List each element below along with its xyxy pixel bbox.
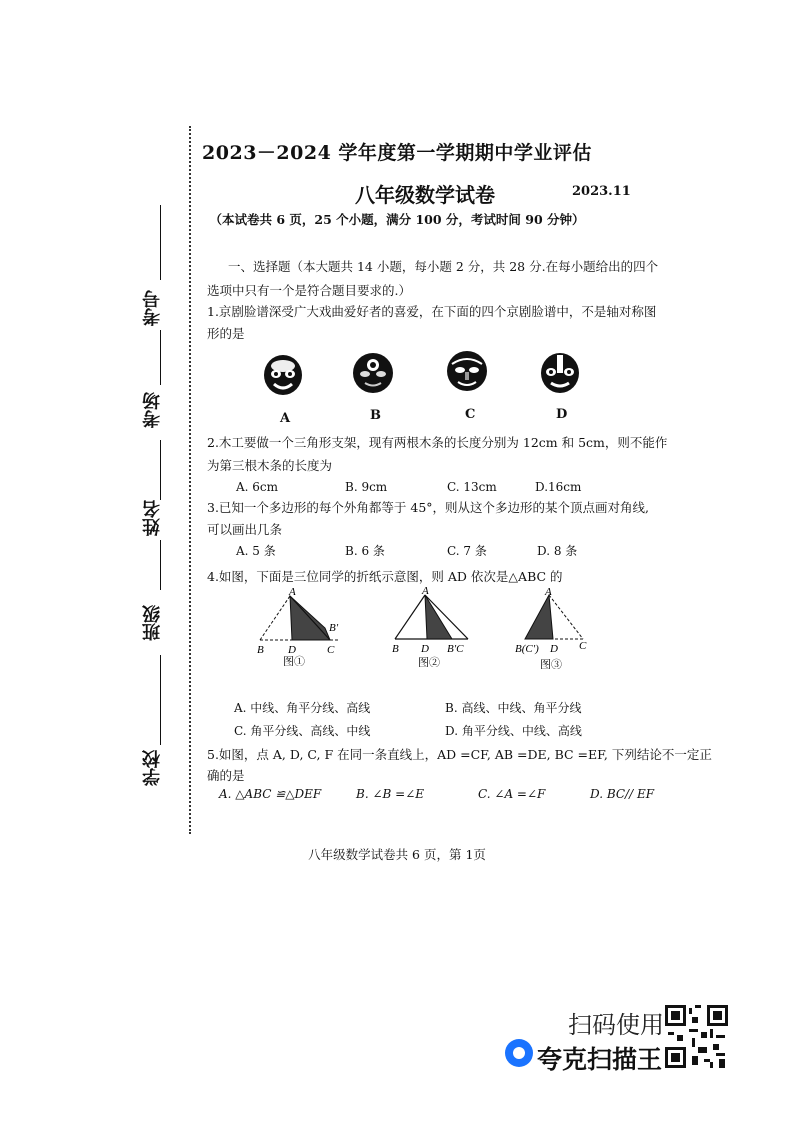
fig1-label-b2: B′ bbox=[329, 622, 339, 634]
fig1-label-a: A bbox=[289, 588, 296, 598]
q5-option-b: B. ∠B =∠E bbox=[356, 787, 425, 801]
q4-figure-1 bbox=[255, 588, 355, 666]
fig2-caption: 图② bbox=[418, 656, 440, 667]
q1-line1: 1.京剧脸谱深受广大戏曲爱好者的喜爱，在下面的四个京剧脸谱中，不是轴对称图 bbox=[207, 304, 657, 319]
page-footer: 八年级数学试卷共 6 页，第 1页 bbox=[308, 847, 486, 862]
q3-line2: 可以画出几条 bbox=[207, 522, 283, 537]
fig1-label-d: D bbox=[288, 644, 296, 656]
q2-line1: 2.木工要做一个三角形支架，现有两根木条的长度分别为 12cm 和 5cm，则不能作 bbox=[207, 435, 668, 450]
mask-c-label: C bbox=[465, 407, 476, 422]
exam-title: 2023－2024 学年度第一学期期中学业评估 bbox=[202, 142, 592, 164]
q5-option-d: D. BC// EF bbox=[590, 787, 655, 801]
scan-to-use-text: 扫码使用 bbox=[568, 1011, 664, 1039]
q4-line1: 4.如图，下面是三位同学的折纸示意图，则 AD 依次是△ABC 的 bbox=[207, 569, 563, 584]
name-fill-line bbox=[160, 440, 161, 500]
mask-a-label: A bbox=[280, 411, 291, 426]
exam-subtitle: 八年级数学试卷 bbox=[355, 183, 495, 207]
fig2-label-d: D bbox=[421, 643, 429, 655]
q3-option-a: A. 5 条 bbox=[236, 544, 276, 558]
fig1-caption: 图① bbox=[283, 655, 305, 666]
section1-intro-line1: 一、选择题（本大题共 14 小题，每小题 2 分，共 28 分.在每小题给出的四个 bbox=[228, 259, 659, 274]
fig3-label-b: B(C′) bbox=[515, 643, 539, 655]
mask-b-image bbox=[352, 352, 394, 394]
fig2-label-b: B bbox=[392, 643, 399, 655]
q2-option-d: D.16cm bbox=[535, 480, 582, 494]
fig2-label-a: A bbox=[422, 587, 429, 597]
fig3-label-d: D bbox=[550, 643, 558, 655]
q2-option-c: C. 13cm bbox=[447, 480, 497, 494]
q5-line2: 确的是 bbox=[207, 768, 245, 783]
quark-logo-icon bbox=[505, 1039, 533, 1067]
q4-option-b: B. 高线、中线、角平分线 bbox=[445, 701, 582, 715]
q3-line1: 3.已知一个多边形的每个外角都等于 45°，则从这个多边形的某个顶点画对角线, bbox=[207, 500, 650, 515]
q2-line2: 为第三根木条的长度为 bbox=[207, 458, 333, 473]
section1-intro-line2: 选项中只有一个是符合题目要求的.） bbox=[207, 283, 411, 298]
class-fill-line bbox=[160, 540, 161, 590]
class-label: 班级 bbox=[142, 605, 163, 641]
fig3-label-c: C bbox=[579, 640, 587, 652]
mask-b-label: B bbox=[370, 408, 381, 423]
exam-date: 2023.11 bbox=[572, 184, 631, 199]
fig3-label-a: A bbox=[545, 587, 552, 598]
exam-note: （本试卷共 6 页，25 个小题，满分 100 分，考试时间 90 分钟） bbox=[209, 212, 585, 227]
fig2-label-c: B′C bbox=[447, 643, 464, 655]
q4-option-c: C. 角平分线、高线、中线 bbox=[234, 724, 371, 738]
q3-option-c: C. 7 条 bbox=[447, 544, 487, 558]
mask-c-image bbox=[446, 350, 488, 392]
q5-option-c: C. ∠A =∠F bbox=[478, 787, 546, 801]
quark-brand-text: 夸克扫描王 bbox=[537, 1045, 663, 1074]
mask-a-image bbox=[262, 354, 304, 396]
fig1-label-b: B bbox=[257, 644, 264, 656]
q2-option-b: B. 9cm bbox=[345, 480, 388, 494]
q4-option-a: A. 中线、角平分线、高线 bbox=[234, 701, 371, 715]
exam-no-label: 考号 bbox=[142, 290, 163, 326]
q4-figure-3 bbox=[513, 587, 593, 669]
exam-room-label: 考场 bbox=[142, 392, 163, 428]
q4-option-d: D. 角平分线、中线、高线 bbox=[445, 724, 582, 738]
school-label: 学校 bbox=[142, 750, 163, 786]
q3-option-d: D. 8 条 bbox=[537, 544, 578, 558]
mask-d-label: D bbox=[556, 407, 568, 422]
qr-code-icon[interactable] bbox=[665, 1005, 728, 1068]
mask-d-image bbox=[539, 352, 581, 394]
q1-line2: 形的是 bbox=[207, 326, 245, 341]
exam-room-fill-line bbox=[160, 330, 161, 385]
school-fill-line bbox=[160, 655, 161, 745]
name-label: 姓名 bbox=[142, 500, 163, 536]
q5-line1: 5.如图，点 A, D, C, F 在同一条直线上，AD =CF, AB =DE, BC =EF, 下列结论不一定正 bbox=[207, 747, 712, 762]
q5-option-a: A. △ABC ≌△DEF bbox=[219, 787, 322, 801]
fig3-caption: 图③ bbox=[540, 658, 562, 669]
q4-figure-2 bbox=[390, 587, 490, 667]
q2-option-a: A. 6cm bbox=[236, 480, 279, 494]
binding-dotted-line bbox=[189, 126, 191, 834]
fig1-label-c: C bbox=[327, 644, 335, 656]
q3-option-b: B. 6 条 bbox=[345, 544, 385, 558]
